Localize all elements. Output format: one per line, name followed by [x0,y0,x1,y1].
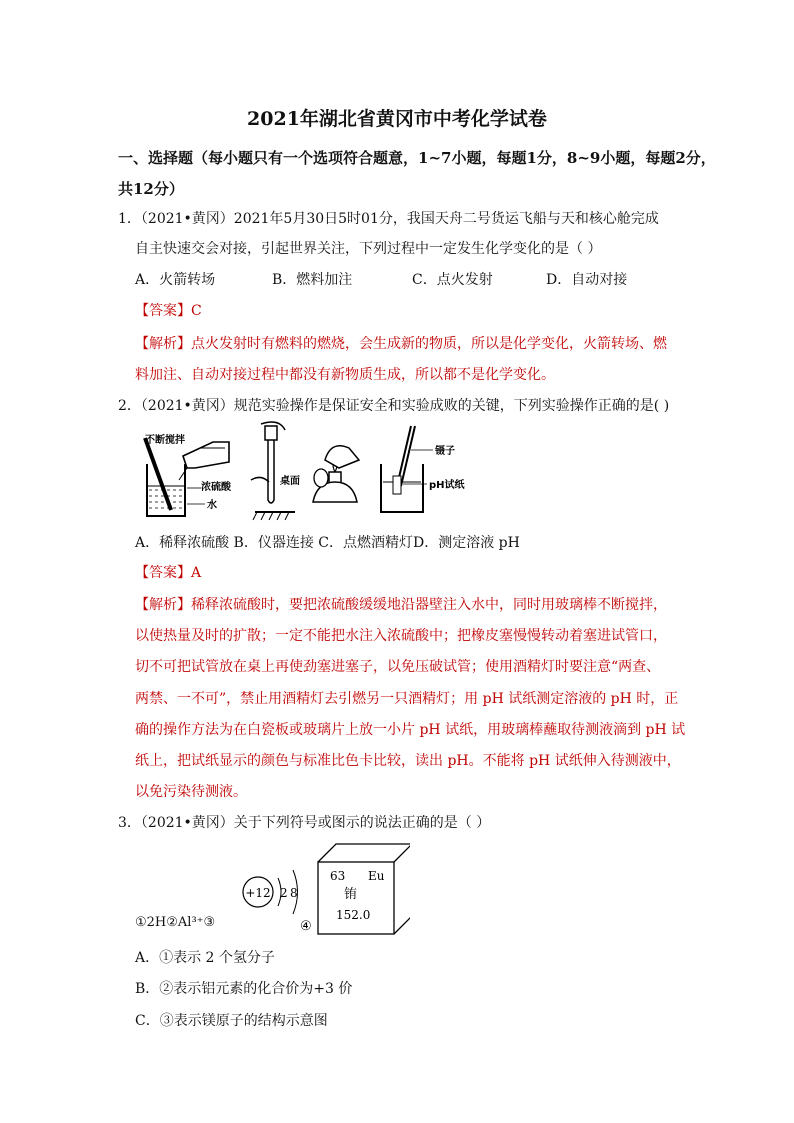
q3-figures [230,840,410,940]
q2-answer-value: A [191,565,202,581]
q2-answer [135,562,201,582]
q2-analysis-line6: 纸上，把试纸显示的颜色与标准比色卡比较，读出 pH。不能将 pH 试纸伸入待测液中， [135,753,681,769]
q2-analysis-line4: 两禁、一不可”，禁止用酒精灯去引燃另一只酒精灯；用 pH 试纸测定溶液的 pH 时，正 [135,691,679,707]
analysis-label: 【解析】 [135,597,191,613]
label-table: 桌面 [280,476,300,487]
label-water: 水 [207,500,217,511]
q2-options: A．稀释浓硫酸 B．仪器连接 C．点燃酒精灯D．测定溶液 pH [135,535,520,551]
section-heading-line1: 一、选择题（每小题只有一个选项符合题意，1~7小题，每题1分，8~9小题，每题2分， [118,149,716,167]
page-title: 2021年湖北省黄冈市中考化学试卷 [247,108,547,130]
q3-option-c: C．③表示镁原子的结构示意图 [135,1013,328,1029]
q3-symbols: ①2H②Al³⁺③ [135,915,216,930]
label-stir: 不断搅拌 [145,435,185,446]
label-ph-paper: pH试纸 [429,480,465,491]
answer-label: 【答案】 [135,565,191,581]
q1-analysis-line2: 料加注、自动对接过程中都没有新物质生成，所以都不是化学变化。 [135,367,555,383]
q1-stem-line2: 自主快速交会对接，引起世界关注，下列过程中一定发生化学变化的是（ ） [135,241,602,257]
label-tweezers: 镊子 [435,446,455,457]
q2-analysis-line2: 以使热量及时的扩散；一定不能把水注入浓硫酸中；把橡皮塞慢慢转动着塞进试管口， [135,628,667,644]
q1-answer [135,300,202,320]
beaker-d-illustration [381,426,423,512]
q3-option-a: A．①表示 2 个氢分子 [135,950,275,966]
alcohol-lamps-c-illustration [313,446,359,502]
q1-option-b: B．燃料加注 [272,272,353,288]
q1-stem-line1: 1．（2021•黄冈）2021年5月30日5时01分，我国天舟二号货运飞船与天和核心舱完成 [118,211,659,227]
q2-analysis-line3: 切不可把试管放在桌上再使劲塞进塞子，以免压破试管；使用酒精灯时要注意“两查、 [135,659,661,675]
atomic-number: 63 [330,869,346,883]
marker-4: ④ [300,919,312,934]
q2-experiment-figure [135,420,495,522]
q3-option-b: B．②表示铝元素的化合价为+3 价 [135,981,353,997]
q1-answer-value: C [191,303,202,319]
atomic-mass: 152.0 [336,908,371,922]
nucleus-charge: +12 [245,886,271,900]
element-symbol: Eu [368,869,385,883]
mg-atom-structure-diagram [243,870,298,914]
q1-option-d: D．自动对接 [546,272,628,288]
analysis-label: 【解析】 [135,336,191,352]
section-heading-line2: 共12分） [118,180,184,198]
q1-option-a: A．火箭转场 [135,272,216,288]
q1-option-c: C．点火发射 [412,272,493,288]
element-cell-europium [318,844,410,934]
q2-analysis-line7: 以免污染待测液。 [135,784,247,800]
q1-analysis-text: 点火发射时有燃料的燃烧，会生成新的物质，所以是化学变化，火箭转场、燃 [191,336,667,352]
q1-analysis-line1 [135,333,667,353]
answer-label: 【答案】 [135,303,191,319]
q2-analysis-line1 [135,594,667,614]
element-name: 铕 [344,887,358,902]
q2-stem-line1: 2．（2021•黄冈）规范实验操作是保证安全和实验成败的关键，下列实验操作正确的是( ) [118,398,670,414]
shell1-electrons: 2 [280,886,288,900]
q2-analysis-text: 稀释浓硫酸时，要把浓硫酸缓缓地沿器壁注入水中，同时用玻璃棒不断搅拌， [191,597,667,613]
q3-stem-line1: 3．（2021•黄冈）关于下列符号或图示的说法正确的是（ ） [118,815,491,831]
label-acid: 浓硫酸 [201,482,231,493]
q2-analysis-line5: 确的操作方法为在白瓷板或玻璃片上放一小片 pH 试纸，用玻璃棒蘸取待测液滴到 pH 试 [135,722,686,738]
shell2-electrons: 8 [290,886,298,900]
test-tube-b-illustration [251,422,295,520]
